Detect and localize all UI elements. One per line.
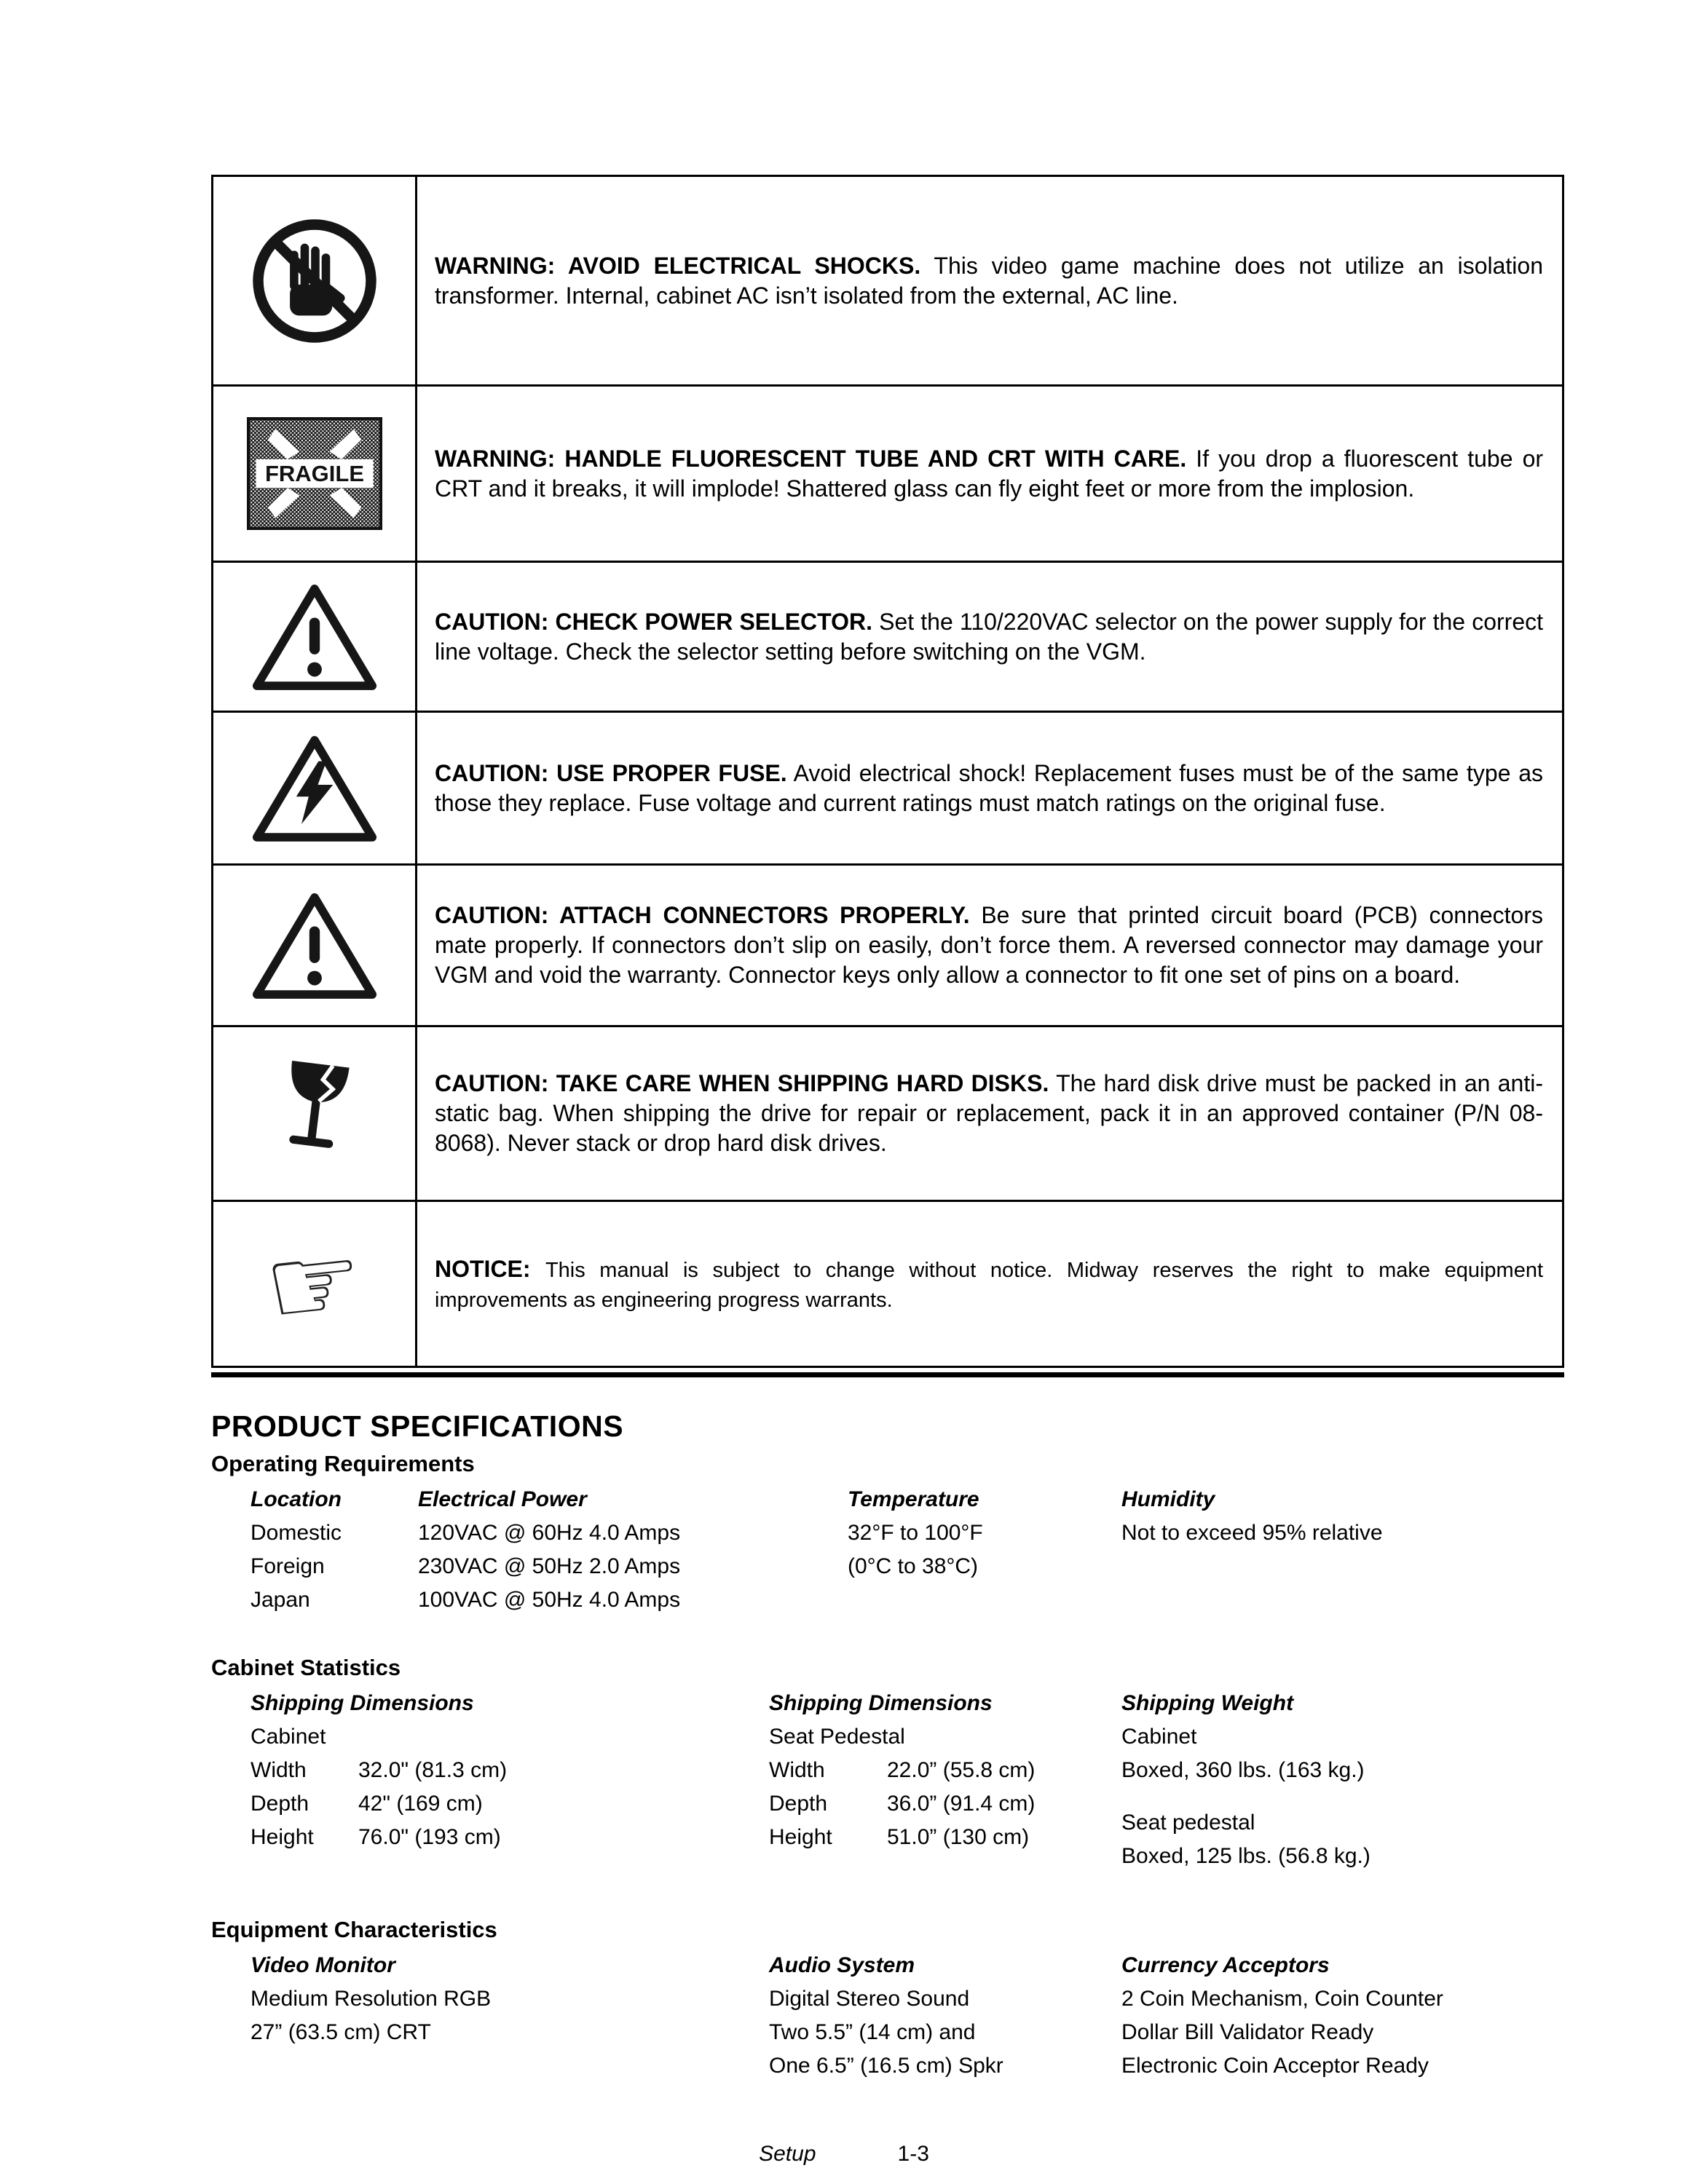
operating-requirements-heading: Operating Requirements: [211, 1451, 475, 1476]
warning-text-cell: [417, 176, 1563, 386]
dim-label: Height: [251, 1825, 314, 1849]
warning-body: Be sure that printed circuit board (PCB) connectors mate properly. If connectors don’t slip on easily, don’t force them. A reversed connector may damage your VGM and void the warranty. Connector keys only allow a connector to fit one set of pins on a board.: [435, 902, 1543, 988]
op-cell: Japan: [251, 1588, 310, 1612]
op-cell: 120VAC @ 60Hz 4.0 Amps: [418, 1521, 681, 1545]
section-divider: [211, 1372, 1564, 1377]
col-header-shipping-dimensions: Shipping Dimensions: [251, 1691, 474, 1715]
warning-icon-cell: [213, 176, 417, 386]
warning-text-cell: [417, 865, 1563, 1026]
warning-icon-cell: [213, 386, 417, 562]
operating-requirements-table: [251, 1483, 1564, 1617]
dim-label: Depth: [769, 1792, 828, 1816]
dimension-row: [251, 1821, 769, 1854]
warning-text-cell: [417, 1026, 1563, 1201]
warning-body: This video game machine does not utilize an isolation transformer. Internal, cabinet AC isn’t isolated from the external, AC line.: [435, 252, 1544, 309]
warning-paragraph: [435, 901, 1543, 990]
caution-triangle-icon: [249, 888, 380, 1003]
warning-row-fragile: [213, 386, 1563, 562]
dim-label: Height: [769, 1825, 832, 1849]
warning-row-fuse: [213, 712, 1563, 865]
notice-icon-cell: [213, 1201, 417, 1367]
warning-row-electrical-shocks: [213, 176, 1563, 386]
equipment-line: 27” (63.5 cm) CRT: [251, 2020, 431, 2044]
subheader-cabinet: Cabinet: [1121, 1725, 1197, 1749]
op-cell: [848, 1583, 1121, 1617]
pointing-hand-icon: ☞: [259, 1217, 370, 1350]
col-header-location: Location: [251, 1487, 342, 1511]
col-header-temperature: Temperature: [848, 1487, 979, 1511]
warning-icon-cell: [213, 562, 417, 712]
fragile-label: FRAGILE: [264, 460, 364, 486]
warning-body: Avoid electrical shock! Replacement fuses must be of the same type as those they replace. Fuse voltage and current ratings must match ratings on the original fuse.: [435, 759, 1544, 816]
equipment-line: Medium Resolution RGB: [251, 1987, 492, 2011]
warning-paragraph: [435, 1069, 1543, 1158]
dim-label: Depth: [251, 1792, 309, 1816]
broken-glass-icon: [267, 1056, 363, 1172]
equipment-line: Two 5.5” (14 cm) and: [769, 2020, 976, 2044]
cabinet-dimensions-column: [251, 1687, 769, 1873]
video-monitor-column: [251, 1949, 769, 2083]
dim-value: 32.0" (81.3 cm): [358, 1758, 508, 1782]
col-header-shipping-dimensions: Shipping Dimensions: [769, 1691, 993, 1715]
caution-triangle-icon: [249, 579, 380, 695]
notice-title: NOTICE:: [435, 1255, 531, 1282]
col-header-currency-acceptors: Currency Acceptors: [1121, 1953, 1330, 1977]
weight-line: Boxed, 360 lbs. (163 kg.): [1121, 1758, 1365, 1782]
high-voltage-triangle-icon: [249, 731, 380, 846]
col-header-shipping-weight: Shipping Weight: [1121, 1691, 1294, 1715]
warning-icon-cell: [213, 865, 417, 1026]
warning-title: WARNING: HANDLE FLUORESCENT TUBE AND CRT WITH CARE.: [435, 445, 1187, 472]
dimension-row: [769, 1821, 1121, 1854]
dim-value: 76.0" (193 cm): [358, 1825, 501, 1849]
op-cell: 32°F to 100°F: [848, 1521, 983, 1545]
op-cell: 100VAC @ 50Hz 4.0 Amps: [418, 1588, 681, 1612]
cabinet-statistics-heading: Cabinet Statistics: [211, 1655, 401, 1680]
equipment-characteristics-table: [251, 1949, 1564, 2083]
warning-title: CAUTION: TAKE CARE WHEN SHIPPING HARD DISKS.: [435, 1070, 1049, 1096]
specs-title: PRODUCT SPECIFICATIONS: [211, 1409, 624, 1443]
op-cell: 230VAC @ 50Hz 2.0 Amps: [418, 1554, 681, 1578]
warning-text-cell: [417, 712, 1563, 865]
col-header-audio-system: Audio System: [769, 1953, 915, 1977]
warning-title: CAUTION: USE PROPER FUSE.: [435, 759, 787, 786]
col-header-humidity: Humidity: [1121, 1487, 1215, 1511]
subheader-cabinet: Cabinet: [251, 1725, 326, 1749]
dimension-row: [769, 1787, 1121, 1821]
dim-label: Width: [769, 1758, 825, 1782]
notice-body: This manual is subject to change without notice. Midway reserves the right to make equipment improvements as engineering progress warrants.: [435, 1258, 1544, 1312]
op-cell: [1121, 1583, 1564, 1617]
warning-row-connectors: [213, 865, 1563, 1026]
equipment-line: 2 Coin Mechanism, Coin Counter: [1121, 1987, 1443, 2011]
dimension-row: [769, 1754, 1121, 1787]
subheader-seat-pedestal: Seat Pedestal: [769, 1725, 905, 1749]
footer-section-label: Setup: [759, 2142, 816, 2166]
audio-system-column: [769, 1949, 1121, 2083]
equipment-line: Dollar Bill Validator Ready: [1121, 2020, 1374, 2044]
op-cell: Foreign: [251, 1554, 325, 1578]
equipment-line: Digital Stereo Sound: [769, 1987, 970, 2011]
col-header-video-monitor: Video Monitor: [251, 1953, 395, 1977]
dim-value: 51.0” (130 cm): [887, 1825, 1030, 1849]
warning-title: CAUTION: CHECK POWER SELECTOR.: [435, 608, 873, 635]
warning-icon-cell: [213, 1026, 417, 1201]
dimension-row: [251, 1754, 769, 1787]
warning-icon-cell: [213, 712, 417, 865]
weight-line: Seat pedestal: [1121, 1811, 1255, 1835]
warning-title: CAUTION: ATTACH CONNECTORS PROPERLY.: [435, 902, 970, 928]
fragile-icon: [247, 417, 382, 530]
warning-body: The hard disk drive must be packed in an anti-static bag. When shipping the drive for repair or replacement, pack it in an approved container (P/N 08-8068). Never stack or drop hard disk drives.: [435, 1070, 1544, 1156]
warning-paragraph: [435, 607, 1543, 667]
cabinet-statistics-table: [251, 1687, 1564, 1873]
dim-value: 22.0” (55.8 cm): [887, 1758, 1036, 1782]
notice-row: [213, 1201, 1563, 1367]
warning-paragraph: [435, 759, 1543, 818]
equipment-line: One 6.5” (16.5 cm) Spkr: [769, 2054, 1003, 2078]
op-cell: Domestic: [251, 1521, 342, 1545]
col-header-electrical-power: Electrical Power: [418, 1487, 587, 1511]
warning-text-cell: [417, 562, 1563, 712]
shipping-weight-column: [1121, 1687, 1564, 1873]
warnings-table: [211, 175, 1564, 1368]
no-touch-icon: [248, 214, 382, 348]
dimension-row: [251, 1787, 769, 1821]
warning-body: Set the 110/220VAC selector on the power supply for the correct line voltage. Check the selector setting before switching on the VGM.: [435, 608, 1544, 665]
pedestal-dimensions-column: [769, 1687, 1121, 1873]
op-cell: [1121, 1550, 1564, 1583]
op-cell: Not to exceed 95% relative: [1121, 1521, 1383, 1545]
dim-label: Width: [251, 1758, 307, 1782]
warning-paragraph: [435, 444, 1543, 504]
op-cell: (0°C to 38°C): [848, 1554, 979, 1578]
page-content: [211, 175, 1564, 2083]
page-footer: [0, 2142, 1688, 2167]
warning-body: If you drop a fluorescent tube or CRT and it breaks, it will implode! Shattered glass can fly eight feet or more from the implosion.: [435, 445, 1544, 502]
weight-line: Boxed, 125 lbs. (56.8 kg.): [1121, 1844, 1370, 1868]
warning-paragraph: [435, 251, 1543, 311]
warning-text-cell: [417, 386, 1563, 562]
footer-page-number: 1-3: [897, 2142, 929, 2166]
notice-paragraph: [435, 1254, 1543, 1314]
warning-title: WARNING: AVOID ELECTRICAL SHOCKS.: [435, 252, 921, 279]
warning-row-hard-disks: [213, 1026, 1563, 1201]
dim-value: 36.0” (91.4 cm): [887, 1792, 1036, 1816]
warning-row-power-selector: [213, 562, 1563, 712]
currency-acceptors-column: [1121, 1949, 1564, 2083]
equipment-line: Electronic Coin Acceptor Ready: [1121, 2054, 1429, 2078]
equipment-characteristics-heading: Equipment Characteristics: [211, 1917, 497, 1942]
notice-text-cell: [417, 1201, 1563, 1367]
dim-value: 42" (169 cm): [358, 1792, 483, 1816]
